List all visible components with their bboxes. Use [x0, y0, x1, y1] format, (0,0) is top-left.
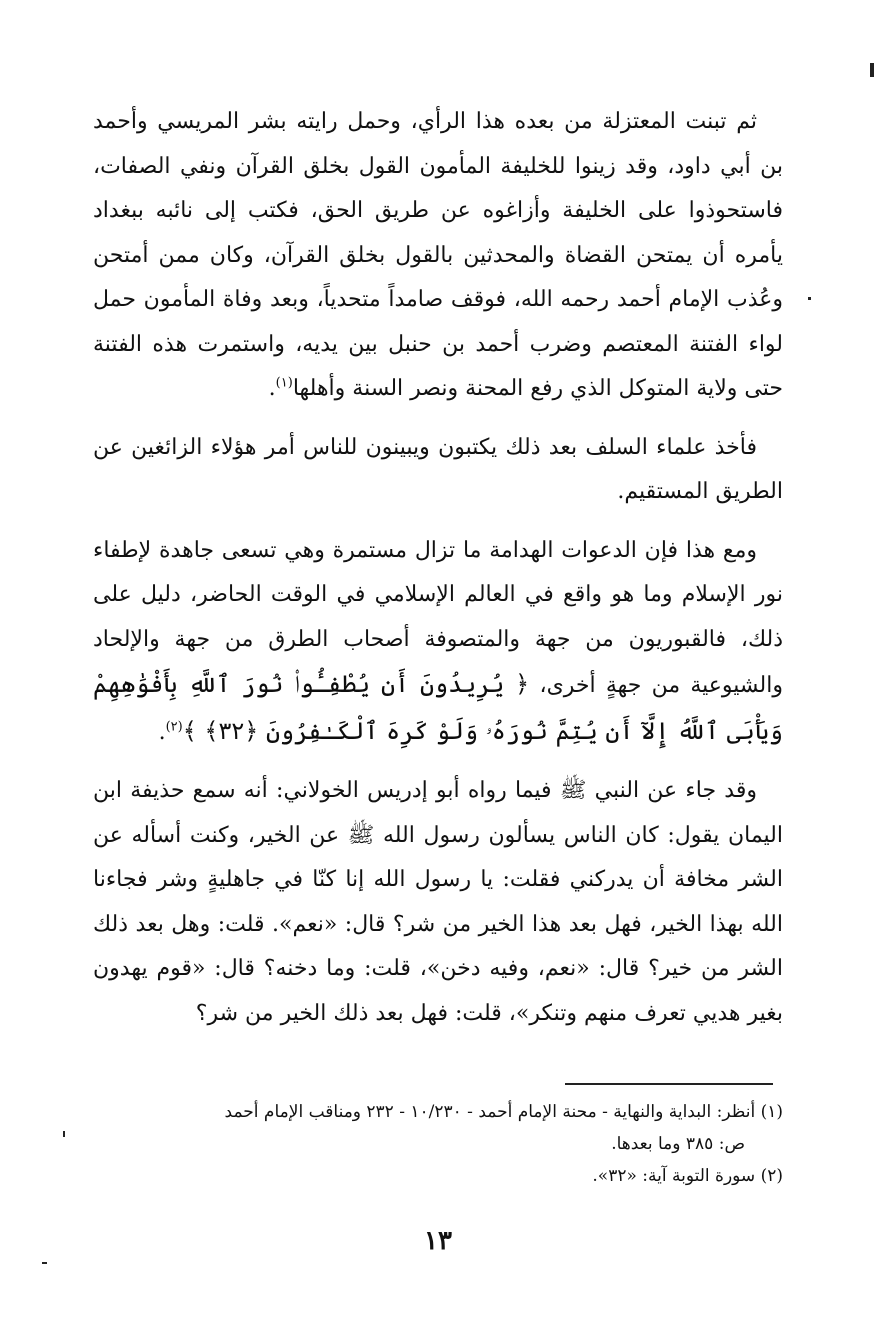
paragraph-1-text: ثم تبنت المعتزلة من بعده هذا الرأي، وحمل رايته بشر المريسي وأحمد بن أبي داود، وقد زينوا للخليفة المأمون القول بخلق القرآن ونفي الصفات، فاستحوذوا على الخليفة وأزاغوه عن طريق الحق، فكتب إلى نائبه ببغداد يأمره أن يمتحن القضاة والمحدثين بالقول بخلق القرآن، وكان ممن أمتحن وعُذب الإمام أحمد رحمه الله، فوقف صامداً متحدياً، وبعد وفاة المأمون حمل لواء الفتنة المعتصم وضرب أحمد بن حنبل بين يديه، واستمرت هذه الفتنة حتى ولاية المتوكل الذي رفع المحنة ونصر السنة وأهلها: [93, 109, 784, 401]
footnotes: [93, 1096, 783, 1192]
scan-speck: [870, 63, 874, 77]
footnote-1-line-1: (١) أنظر: البداية والنهاية - محنة الإمام أحمد - ١٠/٢٣٠ - ٢٣٢ ومناقب الإمام أحمد: [224, 1102, 783, 1122]
paragraph-1: [93, 100, 783, 412]
paragraph-3-end: .: [158, 719, 166, 745]
paragraph-4: وقد جاء عن النبي ﷺ فيما رواه أبو إدريس الخولاني: أنه سمع حذيفة ابن اليمان يقول: كان الناس يسألون رسول الله ﷺ عن الخير، وكنت أسأله عن الشر مخافة أن يدركني فقلت: يا رسول الله إنا كنّا في جاهليةٍ وشر فجاءنا الله بهذا الخير، فهل بعد هذا الخير من شر؟ قال: «نعم». قلت: وهل بعد ذلك الشر من خير؟ قال: «نعم، وفيه دخن»، قلت: وما دخنه؟ قال: «قوم يهدون بغير هديي تعرف منهم وتنكر»، قلت: فهل بعد ذلك الخير من شر؟: [93, 778, 783, 1026]
scan-speck: [63, 1131, 65, 1137]
main-text: [93, 100, 783, 1036]
paragraph-2: فأخذ علماء السلف بعد ذلك يكتبون ويبينون للناس أمر هؤلاء الزائغين عن الطريق المستقيم.: [93, 434, 783, 504]
scan-speck: [808, 297, 811, 300]
scan-speck: [42, 1262, 47, 1264]
quran-verse: ﴿ يُرِيدُونَ أَن يُطْفِـُٔوا۟ نُورَ ٱللَّهِ بِأَفْوَٰهِهِمْ وَيَأْبَى ٱللَّهُ إِلَّآ أَن يُتِمَّ نُورَهُۥ وَلَوْ كَرِهَ ٱلْكَـٰفِرُونَ ﴿٣٢﴾ ﴾: [93, 670, 783, 745]
paragraph-3: [93, 529, 783, 756]
paragraph-1-end: .: [268, 376, 276, 401]
footnote-ref-2: (٢): [165, 719, 183, 735]
paragraph-3-text: ومع هذا فإن الدعوات الهدامة ما تزال مستمرة وهي تسعى جاهدة لإطفاء نور الإسلام وما هو واقع في العالم الإسلامي في الوقت الحاضر، دليل على ذلك، فالقبوريون من جهة والمتصوفة أصحاب الطرق من جهة والإلحاد والشيوعية من جهةٍ أخرى،: [93, 537, 783, 698]
footnote-1-line-2: ص: ٣٨٥ وما بعدها.: [611, 1134, 745, 1154]
footnote-ref-1: (١): [275, 375, 293, 391]
page-number: ١٣: [424, 1226, 452, 1256]
footnote-separator: [565, 1083, 773, 1085]
footnote-2: (٢) سورة التوبة آية: «٣٢».: [592, 1166, 783, 1186]
